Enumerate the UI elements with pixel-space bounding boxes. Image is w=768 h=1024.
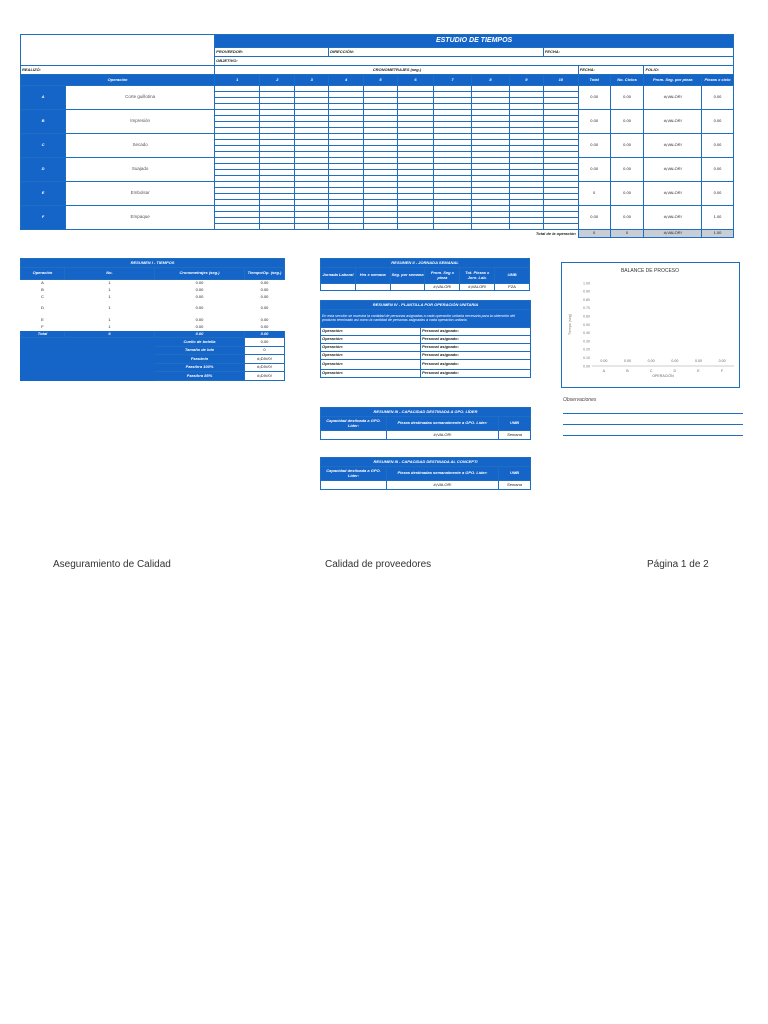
metric-label: Cuello de botella bbox=[155, 338, 245, 347]
x-tick-label: A bbox=[602, 369, 606, 373]
resumen1-cell: 1 bbox=[65, 287, 155, 294]
resumen1-cell: A bbox=[21, 280, 65, 287]
col-piezas: Piezas x ciclo bbox=[702, 75, 734, 86]
observaciones-block[interactable] bbox=[563, 397, 743, 436]
obs-line[interactable] bbox=[563, 425, 743, 436]
metric-label: Pzas/hra 85% bbox=[155, 372, 245, 381]
resumen2-value[interactable]: #¡VALOR! bbox=[460, 284, 495, 291]
capacidad-header: UMB bbox=[499, 467, 531, 481]
resumen1-row bbox=[21, 324, 285, 331]
metric-value: #¡DIV/0! bbox=[245, 363, 285, 372]
footer-page: Página 1 de 2 bbox=[647, 559, 709, 570]
resumen-jornada bbox=[320, 258, 530, 291]
capacidad-header: Capacidad destinada a GPO. Líder: bbox=[321, 417, 387, 431]
operation-ciclos: 0.00 bbox=[610, 182, 644, 206]
col-prom: Prom. Seg. por pieza bbox=[644, 75, 702, 86]
resumen1-cell: D bbox=[21, 301, 65, 317]
study-title: ESTUDIO DE TIEMPOS bbox=[215, 35, 734, 48]
operation-prom: #¡VALOR! bbox=[644, 110, 702, 134]
resumen2-value[interactable] bbox=[390, 284, 425, 291]
x-tick-label: D bbox=[673, 369, 677, 373]
operation-piezas: 0.00 bbox=[702, 182, 734, 206]
total-prom: #¡VALOR! bbox=[644, 230, 702, 238]
operation-code: D bbox=[21, 158, 66, 182]
personal-label[interactable]: Personal asignado: bbox=[421, 360, 531, 370]
resumen1-cell: 0.00 bbox=[245, 287, 285, 294]
resumen1-metric-row bbox=[21, 338, 285, 347]
personal-label[interactable]: Personal asignado: bbox=[421, 352, 531, 360]
resumen1-header: No. bbox=[65, 268, 155, 280]
y-tick-label: 0.90 bbox=[583, 289, 590, 294]
operation-name: Embolsar bbox=[66, 182, 215, 206]
x-tick-label: C bbox=[649, 369, 653, 373]
personal-label[interactable]: Personal asignado: bbox=[421, 344, 531, 352]
resumen1-metric-row bbox=[21, 372, 285, 381]
operacion-label[interactable]: Operación: bbox=[321, 370, 421, 378]
capacidad-header: Piezas destinadas semanalmente a GPO. Líder: bbox=[387, 467, 499, 481]
footer-left: Aseguramiento de Calidad bbox=[53, 559, 171, 570]
resumen1-blank bbox=[21, 372, 155, 381]
x-tick-label: B bbox=[626, 369, 629, 373]
y-tick-label: 0.20 bbox=[583, 347, 590, 352]
resumen1-metric-row bbox=[21, 355, 285, 364]
objetivo-field[interactable]: OBJETIVO: bbox=[215, 57, 734, 66]
operation-piezas: 0.00 bbox=[702, 158, 734, 182]
operation-ciclos: 0.00 bbox=[610, 134, 644, 158]
resumen1-cell: 0.00 bbox=[155, 301, 245, 317]
y-tick-label: 0.10 bbox=[583, 356, 590, 360]
logo-area bbox=[21, 35, 215, 66]
resumen2-value[interactable] bbox=[321, 284, 356, 291]
col-cycle-4: 4 bbox=[329, 75, 364, 86]
capacidad-header: Capacidad destinada a GPO. Líder: bbox=[321, 467, 387, 481]
resumen4-desc: En esta sección se muestra la cantidad de personas asignadas a cada operación unitaria necesaria para la obtención del producto terminado así como la cantidad de personas asignadas a cada operación unitaria. bbox=[321, 310, 531, 328]
fecha-field[interactable]: FECHA: bbox=[543, 48, 733, 57]
fecha2-field[interactable]: FECHA: bbox=[578, 66, 644, 75]
resumen1-cell: 0.00 bbox=[155, 324, 245, 331]
resumen1-metric-row bbox=[21, 363, 285, 372]
resumen1-cell: 0.00 bbox=[245, 317, 285, 324]
operation-name: Suajado bbox=[66, 158, 215, 182]
metric-value: 0.00 bbox=[245, 338, 285, 347]
operacion-label[interactable]: Operación: bbox=[321, 344, 421, 352]
y-tick-label: 0.40 bbox=[583, 331, 590, 336]
operation-name: Secado bbox=[66, 134, 215, 158]
operation-piezas: 0.00 bbox=[702, 110, 734, 134]
folio-field[interactable]: FOLIO: bbox=[644, 66, 734, 75]
plantilla-row bbox=[321, 370, 531, 378]
operation-code: A bbox=[21, 86, 66, 110]
personal-label[interactable]: Personal asignado: bbox=[421, 370, 531, 378]
operation-total: 0 bbox=[578, 182, 610, 206]
operation-prom: #¡VALOR! bbox=[644, 134, 702, 158]
obs-line[interactable] bbox=[563, 414, 743, 425]
col-cycle-1: 1 bbox=[215, 75, 260, 86]
operation-name: Impresión bbox=[66, 110, 215, 134]
total-total: 0 bbox=[578, 230, 610, 238]
resumen1-cell: 1 bbox=[65, 301, 155, 317]
col-ciclos: No. Ciclos bbox=[610, 75, 644, 86]
balance-chart-svg bbox=[562, 263, 739, 387]
capacidad-value[interactable]: #¡VALOR! bbox=[387, 431, 499, 440]
resumen1-cell: 0.00 bbox=[245, 294, 285, 301]
operation-ciclos: 0.00 bbox=[610, 110, 644, 134]
resumen1-total-cell: 6 bbox=[65, 331, 155, 338]
operation-total: 0.00 bbox=[578, 110, 610, 134]
y-tick-label: 1.00 bbox=[583, 281, 590, 286]
col-cycle-8: 8 bbox=[471, 75, 509, 86]
data-label: 0.00 bbox=[600, 359, 608, 363]
x-tick-label: E bbox=[697, 369, 700, 373]
operacion-label[interactable]: Operación: bbox=[321, 360, 421, 370]
resumen3a-title: RESUMEN III - CAPACIDAD DESTINADA A GPO. LÍDER bbox=[321, 408, 531, 417]
plantilla-row bbox=[321, 336, 531, 344]
y-axis-label: Tiempo (seg) bbox=[568, 313, 572, 336]
cronometrajes-label: CRONOMETRAJES (seg.) bbox=[215, 66, 579, 75]
metric-value: #¡DIV/0! bbox=[245, 372, 285, 381]
balance-chart bbox=[561, 262, 740, 388]
operation-code: C bbox=[21, 134, 66, 158]
operation-prom: #¡VALOR! bbox=[644, 182, 702, 206]
resumen1-row bbox=[21, 317, 285, 324]
resumen1-cell: 0.00 bbox=[245, 324, 285, 331]
col-cycle-2: 2 bbox=[260, 75, 295, 86]
operation-code: B bbox=[21, 110, 66, 134]
total-operation-label: Total de la operación bbox=[21, 230, 579, 238]
data-label: 0.00 bbox=[671, 359, 679, 363]
resumen2-value[interactable] bbox=[355, 284, 390, 291]
operation-piezas: 0.00 bbox=[702, 86, 734, 110]
resumen1-cell: 0.00 bbox=[155, 287, 245, 294]
plantilla-row bbox=[321, 360, 531, 370]
operation-total: 0.00 bbox=[578, 134, 610, 158]
operation-ciclos: 0.00 bbox=[610, 158, 644, 182]
resumen2-header: Prom. Seg x pieza bbox=[425, 268, 460, 284]
capacidad-value[interactable] bbox=[321, 481, 387, 490]
total-ciclos: 0 bbox=[610, 230, 644, 238]
resumen1-header: Tiempo/Op. (seg.) bbox=[245, 268, 285, 280]
resumen1-cell: C bbox=[21, 294, 65, 301]
resumen1-header: Operación bbox=[21, 268, 65, 280]
operation-prom: #¡VALOR! bbox=[644, 206, 702, 230]
capacidad-value[interactable] bbox=[321, 431, 387, 440]
resumen1-blank bbox=[21, 355, 155, 364]
operation-piezas: 1.00 bbox=[702, 206, 734, 230]
col-cycle-5: 5 bbox=[364, 75, 398, 86]
y-tick-label: 0.70 bbox=[583, 306, 590, 311]
resumen2-title: RESUMEN II - JORNADA SEMANAL bbox=[321, 259, 530, 268]
resumen1-row bbox=[21, 287, 285, 294]
proveedor-field[interactable]: PROVEEDOR: bbox=[215, 48, 329, 57]
capacidad-header: UMB bbox=[499, 417, 531, 431]
resumen2-header: Seg. por semana bbox=[390, 268, 425, 284]
resumen4-title: RESUMEN IV - PLANTILLA POR OPERACIÓN UNITARIA bbox=[321, 301, 531, 310]
resumen2-value[interactable]: PZA bbox=[495, 284, 530, 291]
direccion-field[interactable]: DIRECCIÓN: bbox=[329, 48, 544, 57]
capacidad-value[interactable]: Semana bbox=[499, 431, 531, 440]
data-label: 0.00 bbox=[695, 359, 702, 363]
operacion-label[interactable]: Operación: bbox=[321, 352, 421, 360]
y-tick-label: 0.80 bbox=[583, 297, 590, 302]
resumen1-total-cell: 0.00 bbox=[245, 331, 285, 338]
resumen1-cell: 0.00 bbox=[245, 280, 285, 287]
resumen1-cell: F bbox=[21, 324, 65, 331]
resumen1-cell: 0.00 bbox=[155, 294, 245, 301]
operation-prom: #¡VALOR! bbox=[644, 86, 702, 110]
chart-title: BALANCE DE PROCESO bbox=[620, 268, 680, 274]
resumen1-title: RESUMEN I - TIEMPOS bbox=[21, 259, 285, 268]
operation-ciclos: 0.00 bbox=[610, 86, 644, 110]
metric-label: Pzas/min bbox=[155, 355, 245, 364]
resumen2-header: Hrs x semana bbox=[355, 268, 390, 284]
capacidad-value[interactable]: #¡VALOR! bbox=[387, 481, 499, 490]
resumen1-cell: B bbox=[21, 287, 65, 294]
x-tick-label: F bbox=[721, 369, 724, 373]
resumen1-row bbox=[21, 280, 285, 287]
resumen1-metric-row bbox=[21, 346, 285, 355]
operation-piezas: 0.00 bbox=[702, 134, 734, 158]
total-piezas: 1.00 bbox=[702, 230, 734, 238]
resumen1-header: Cronometrajes (seg.) bbox=[155, 268, 245, 280]
resumen1-cell: 1 bbox=[65, 280, 155, 287]
x-axis-label: OPERACIÓN bbox=[652, 374, 674, 378]
resumen-capacidad-concepti bbox=[320, 457, 531, 490]
resumen2-header: Tot. Piezas x Jorn. Lab. bbox=[460, 268, 495, 284]
resumen2-header: UMB bbox=[495, 268, 530, 284]
operation-code: E bbox=[21, 182, 66, 206]
y-tick-label: 0.00 bbox=[583, 364, 590, 369]
plantilla-row bbox=[321, 352, 531, 360]
resumen1-cell: 0.00 bbox=[155, 317, 245, 324]
resumen1-cell: 0.00 bbox=[155, 280, 245, 287]
metric-label: Pzas/hra 100% bbox=[155, 363, 245, 372]
data-label: 0.00 bbox=[647, 359, 655, 363]
plantilla-row bbox=[321, 344, 531, 352]
operation-prom: #¡VALOR! bbox=[644, 158, 702, 182]
resumen2-value[interactable]: #¡VALOR! bbox=[425, 284, 460, 291]
resumen1-cell: 0.00 bbox=[245, 301, 285, 317]
resumen1-cell: 1 bbox=[65, 324, 155, 331]
resumen1-blank bbox=[21, 363, 155, 372]
main-study-table bbox=[20, 34, 734, 238]
col-cycle-10: 10 bbox=[543, 75, 578, 86]
resumen1-cell: 1 bbox=[65, 317, 155, 324]
operacion-label[interactable]: Operación: bbox=[321, 336, 421, 344]
col-operacion: Operación bbox=[21, 75, 215, 86]
footer-center: Calidad de proveedores bbox=[325, 559, 432, 570]
operation-total: 0.00 bbox=[578, 206, 610, 230]
realizo-field[interactable]: REALIZÓ: bbox=[21, 66, 215, 75]
resumen1-total-cell: Total bbox=[21, 331, 65, 338]
col-total: Total bbox=[578, 75, 610, 86]
data-label: 0.00 bbox=[624, 359, 631, 363]
plantilla-row bbox=[321, 328, 531, 336]
resumen1-total-row bbox=[21, 331, 285, 338]
col-cycle-3: 3 bbox=[295, 75, 329, 86]
y-tick-label: 0.50 bbox=[583, 322, 590, 327]
metric-value: #¡DIV/0! bbox=[245, 355, 285, 364]
col-cycle-9: 9 bbox=[509, 75, 543, 86]
resumen1-cell: 1 bbox=[65, 294, 155, 301]
capacidad-value[interactable]: Semana bbox=[499, 481, 531, 490]
resumen1-blank bbox=[21, 338, 155, 347]
operation-total: 0.00 bbox=[578, 86, 610, 110]
operation-code: F bbox=[21, 206, 66, 230]
col-cycle-6: 6 bbox=[397, 75, 433, 86]
resumen-plantilla bbox=[320, 300, 531, 378]
personal-label[interactable]: Personal asignado: bbox=[421, 328, 531, 336]
data-label: 0.00 bbox=[718, 359, 726, 363]
col-cycle-7: 7 bbox=[433, 75, 471, 86]
operacion-label[interactable]: Operación: bbox=[321, 328, 421, 336]
obs-line[interactable] bbox=[563, 403, 743, 414]
personal-label[interactable]: Personal asignado: bbox=[421, 336, 531, 344]
resumen2-header: Jornada Laboral bbox=[321, 268, 356, 284]
resumen1-row bbox=[21, 294, 285, 301]
metric-label: Tamaño de lote bbox=[155, 346, 245, 355]
capacidad-header: Piezas destinadas semanalmente a GPO. Líder: bbox=[387, 417, 499, 431]
resumen1-row bbox=[21, 301, 285, 317]
operation-total: 0.00 bbox=[578, 158, 610, 182]
observaciones-label: Observaciones bbox=[563, 397, 597, 403]
resumen3b-title: RESUMEN III - CAPACIDAD DESTINADA AL CONCEPTI bbox=[321, 458, 531, 467]
resumen1-total-cell: 0.00 bbox=[155, 331, 245, 338]
y-tick-label: 0.60 bbox=[583, 314, 590, 319]
operation-ciclos: 0.00 bbox=[610, 206, 644, 230]
y-tick-label: 0.30 bbox=[583, 339, 590, 344]
resumen-tiempos bbox=[20, 258, 285, 381]
operation-name: Corte guillotina bbox=[66, 86, 215, 110]
operation-name: Empaque bbox=[66, 206, 215, 230]
resumen1-blank bbox=[21, 346, 155, 355]
resumen1-cell: E bbox=[21, 317, 65, 324]
resumen-capacidad-lider bbox=[320, 407, 531, 440]
metric-value: 0 bbox=[245, 346, 285, 355]
